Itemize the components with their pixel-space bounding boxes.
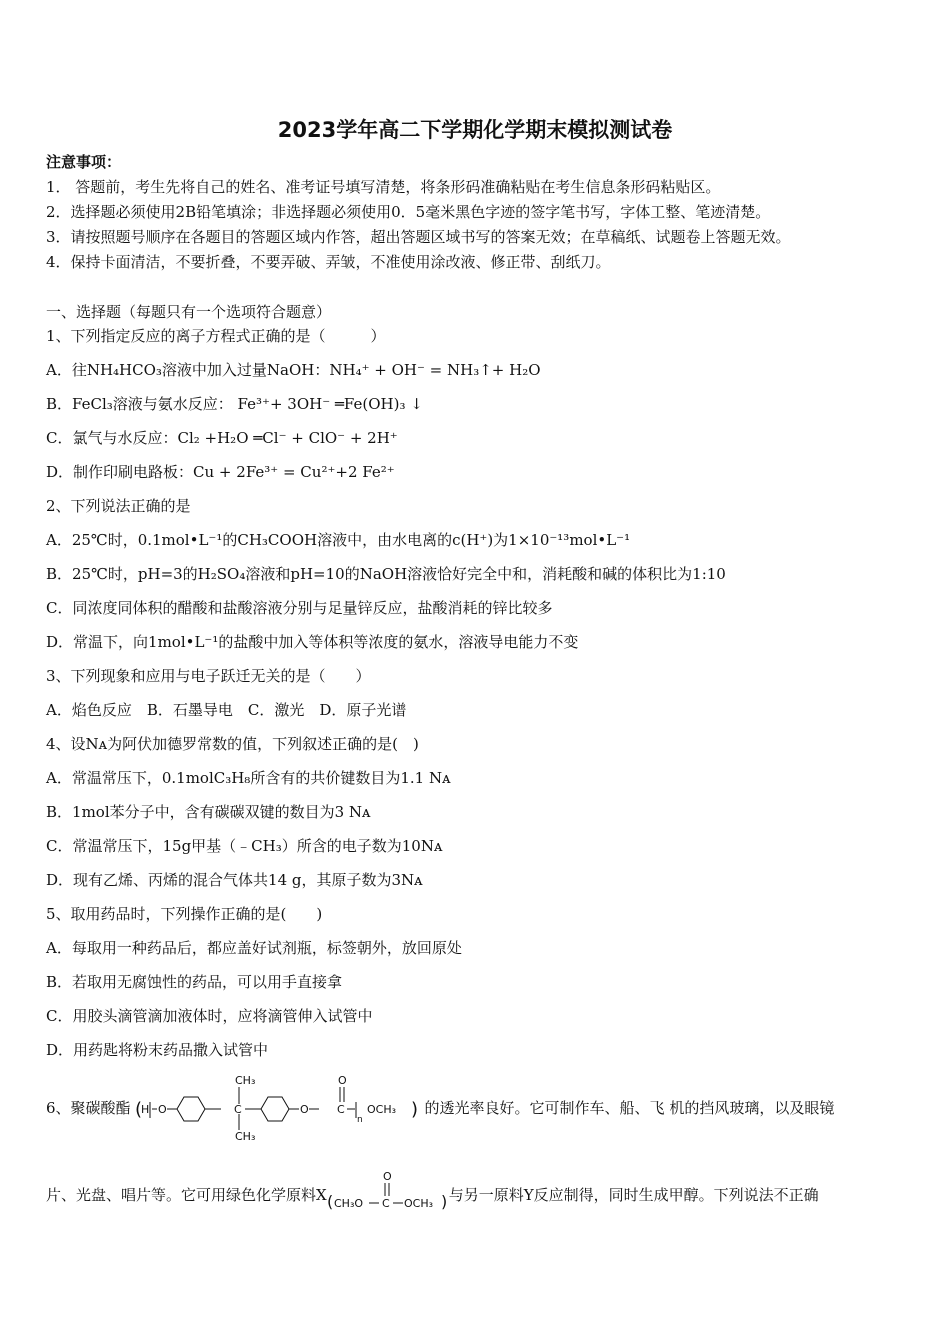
q4-stem: 4、设Nᴀ为阿伏加德罗常数的值，下列叙述正确的是( ): [46, 735, 419, 753]
q2-option-a: A．25℃时，0.1mol•L⁻¹的CH₃COOH溶液中，由水电离的c(H⁺)为1×10⁻¹³mol•L⁻¹: [46, 531, 631, 549]
q5-stem: 5、取用药品时，下列操作正确的是( ): [46, 905, 323, 923]
q1-stem: 1、下列指定反应的离子方程式正确的是（ ）: [46, 327, 386, 345]
svg-text:(: (: [134, 1099, 142, 1120]
q5-option-d: D．用药匙将粉末药品撒入试管中: [46, 1041, 269, 1059]
svg-text:O: O: [337, 1074, 347, 1087]
svg-text:O: O: [299, 1103, 309, 1116]
svg-text:): ): [440, 1192, 447, 1211]
q5-option-b: B．若取用无腐蚀性的药品，可以用手直接拿: [46, 973, 343, 991]
svg-text:OCH₃: OCH₃: [366, 1103, 396, 1116]
q4-option-d: D．现有乙烯、丙烯的混合气体共14 g，其原子数为3Nᴀ: [46, 871, 423, 889]
q4-option-a: A．常温常压下，0.1molC₃H₈所含有的共价键数目为1.1 Nᴀ: [46, 769, 451, 787]
q5-option-c: C．用胶头滴管滴加液体时，应将滴管伸入试管中: [46, 1007, 373, 1025]
notice-item-4: 4．保持卡面清洁，不要折叠，不要弄破、弄皱，不准使用涂改液、修正带、刮纸刀。: [46, 253, 611, 271]
notice-item-3: 3．请按照题号顺序在各题目的答题区域内作答，超出答题区域书写的答案无效；在草稿纸、试题卷上答题无效。: [46, 228, 791, 246]
q1-option-a: A．往NH₄HCO₃溶液中加入过量NaOH：NH₄⁺ + OH⁻ = NH₃↑+ H₂O: [46, 361, 541, 379]
notice-item-1: 1． 答题前，考生先将自己的姓名、准考证号填写清楚，将条形码准确粘贴在考生信息条形码粘贴区。: [46, 178, 721, 196]
q1-option-d: D．制作印刷电路板：Cu + 2Fe³⁺ = Cu²⁺+2 Fe²⁺: [46, 463, 395, 481]
svg-text:C: C: [233, 1103, 242, 1116]
q6-text-4: 与另一原料Y反应制得，同时生成甲醇。下列说法不正确: [448, 1186, 819, 1204]
q6-text-1: 6、聚碳酸酯: [46, 1099, 131, 1117]
q1-option-b: B．FeCl₃溶液与氨水反应： Fe³⁺+ 3OH⁻ ═Fe(OH)₃ ↓: [46, 395, 423, 413]
svg-text:OCH₃: OCH₃: [403, 1197, 433, 1210]
q6-line-2: [46, 1170, 819, 1211]
svg-text:H: H: [140, 1103, 149, 1116]
q2-stem: 2、下列说法正确的是: [46, 497, 191, 515]
q6-line-1: [46, 1074, 835, 1143]
q3-stem: 3、下列现象和应用与电子跃迁无关的是（ ）: [46, 667, 371, 685]
page-title: 2023学年高二下学期化学期末模拟测试卷: [277, 118, 673, 142]
notice-heading: 注意事项：: [46, 153, 122, 171]
dimethyl-carbonate-structure: [326, 1170, 449, 1211]
q4-option-b: B．1mol苯分子中，含有碳碳双键的数目为3 Nᴀ: [46, 803, 371, 821]
svg-text:O: O: [382, 1170, 392, 1183]
q4-option-c: C．常温常压下，15g甲基（﹣CH₃）所含的电子数为10Nᴀ: [46, 837, 443, 855]
svg-text:C: C: [336, 1103, 345, 1116]
svg-text:): ): [410, 1099, 418, 1120]
q2-option-b: B．25℃时，pH=3的H₂SO₄溶液和pH=10的NaOH溶液恰好完全中和，消耗酸和碱的体积比为1:10: [46, 565, 726, 583]
section-heading: 一、选择题（每题只有一个选项符合题意）: [46, 303, 332, 321]
q2-option-c: C．同浓度同体积的醋酸和盐酸溶液分别与足量锌反应，盐酸消耗的锌比较多: [46, 599, 553, 617]
svg-text:O: O: [157, 1103, 167, 1116]
svg-text:(: (: [326, 1192, 333, 1211]
svg-text:C: C: [381, 1197, 390, 1210]
q6-text-2: 的透光率良好。它可制作车、船、飞 机的挡风玻璃，以及眼镜: [424, 1099, 835, 1117]
svg-text:CH₃: CH₃: [234, 1074, 255, 1087]
polycarbonate-structure: [133, 1074, 423, 1143]
svg-text:CH₃: CH₃: [234, 1130, 255, 1143]
q5-option-a: A．每取用一种药品后，都应盖好试剂瓶，标签朝外，放回原处: [46, 939, 462, 957]
svg-text:CH₃O: CH₃O: [333, 1197, 363, 1210]
q3-options: A．焰色反应 B．石墨导电 C．激光 D．原子光谱: [46, 701, 407, 719]
notice-item-2: 2．选择题必须使用2B铅笔填涂；非选择题必须使用0．5毫米黑色字迹的签字笔书写，字体工整、笔迹清楚。: [46, 203, 771, 221]
q1-option-c: C．氯气与水反应：Cl₂ +H₂O ═Cl⁻ + ClO⁻ + 2H⁺: [46, 429, 398, 447]
q6-text-3: 片、光盘、唱片等。它可用绿色化学原料X: [46, 1186, 327, 1204]
svg-text:n: n: [356, 1115, 363, 1125]
q2-option-d: D．常温下，向1mol•L⁻¹的盐酸中加入等体积等浓度的氨水，溶液导电能力不变: [46, 633, 579, 651]
